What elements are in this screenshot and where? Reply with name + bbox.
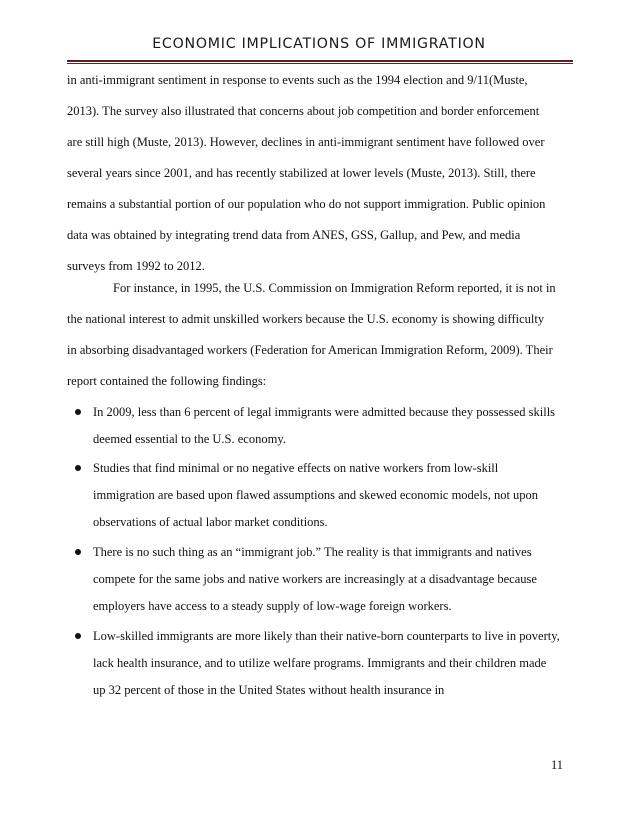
bullet-dot-icon [75,409,81,415]
bullet-2-line: observations of actual labor market conditions. [93,515,328,529]
paragraph-2-line: For instance, in 1995, the U.S. Commission on Immigration Reform reported, it is not in [113,281,556,295]
paragraph-2-line: the national interest to admit unskilled workers because the U.S. economy is showing difficulty [67,312,545,326]
bullet-1-line: deemed essential to the U.S. economy. [93,432,286,446]
paragraph-1-line: in anti-immigrant sentiment in response to events such as the 1994 election and 9/11(Muste, [67,73,528,87]
bullet-4-line: up 32 percent of those in the United States without health insurance in [93,683,445,697]
paragraph-1-line: 2013). The survey also illustrated that concerns about job competition and border enforcement [67,104,540,118]
paragraph-2-line: report contained the following findings: [67,374,267,388]
bullet-4-line: lack health insurance, and to utilize welfare programs. Immigrants and their children made [93,656,547,670]
paragraph-2-line: in absorbing disadvantaged workers (Federation for American Immigration Reform, 2009). Their [67,343,553,357]
bullet-dot-icon [75,633,81,639]
bullet-3-line: compete for the same jobs and native workers are increasingly at a disadvantage because [93,572,537,586]
page-number: 11 [551,758,564,772]
paragraph-1-line: data was obtained by integrating trend data from ANES, GSS, Gallup, and Pew, and media [67,228,521,242]
running-header: ECONOMIC IMPLICATIONS OF IMMIGRATION [152,36,486,52]
bullet-dot-icon [75,549,81,555]
paragraph-1-line: several years since 2001, and has recently stabilized at lower levels (Muste, 2013). Still, there [67,166,536,180]
paragraph-1-line: surveys from 1992 to 2012. [67,259,205,273]
bullet-dot-icon [75,465,81,471]
bullet-1-line: In 2009, less than 6 percent of legal immigrants were admitted because they possessed skills [93,405,556,419]
bullet-3-line: There is no such thing as an “immigrant job.” The reality is that immigrants and natives [93,545,532,559]
paragraph-1-line: remains a substantial portion of our population who do not support immigration. Public opinion [67,197,546,211]
header-rule-thick [67,60,573,62]
bullet-4-line: Low-skilled immigrants are more likely than their native-born counterparts to live in poverty, [93,629,560,643]
bullet-2-line: Studies that find minimal or no negative effects on native workers from low-skill [93,461,499,475]
bullet-3-line: employers have access to a steady supply of low-wage foreign workers. [93,599,452,613]
paragraph-1-line: are still high (Muste, 2013). However, declines in anti-immigrant sentiment have followed over [67,135,545,149]
header-rule-thin [67,63,573,64]
bullet-2-line: immigration are based upon flawed assumptions and skewed economic models, not upon [93,488,539,502]
